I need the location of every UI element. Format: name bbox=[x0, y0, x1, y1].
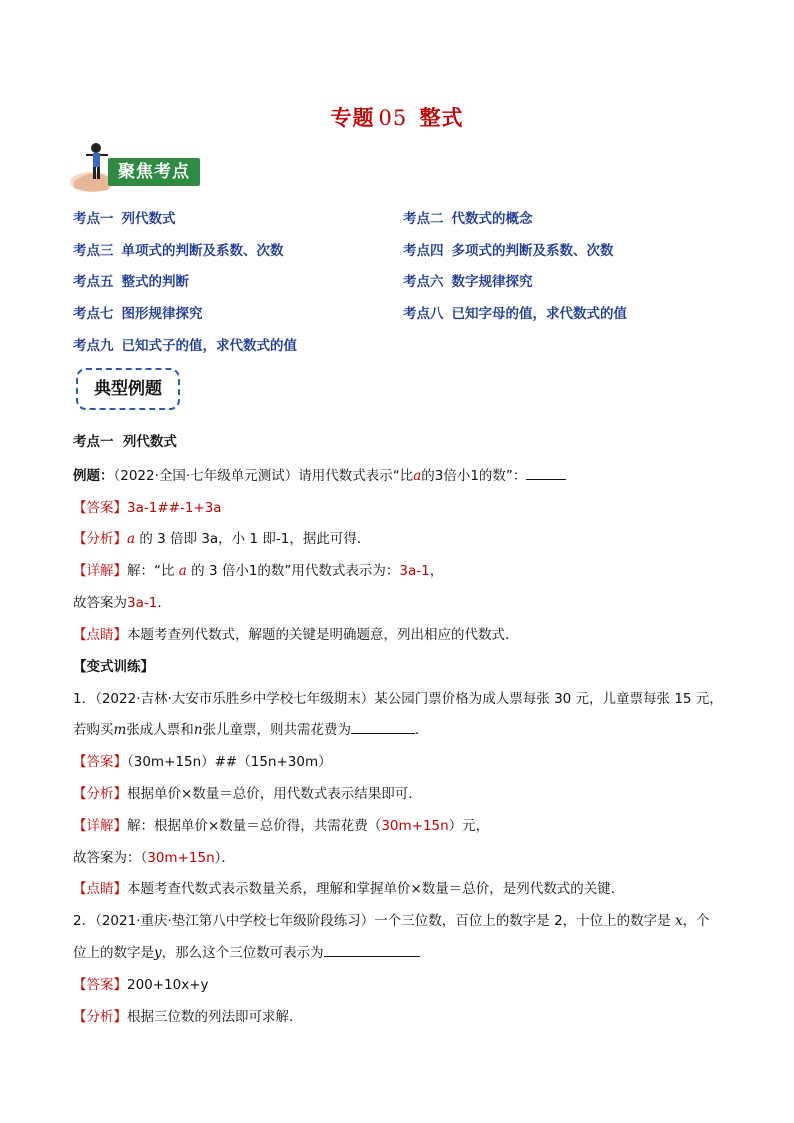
kaodian-8: 考点八 已知字母的值，求代数式的值 bbox=[403, 306, 627, 322]
kaodian-9: 考点九 已知式子的值，求代数式的值 bbox=[73, 338, 297, 354]
question-1-detail: 【详解】解：根据单价×数量＝总价得，共需花费（30m+15n）元， bbox=[73, 818, 490, 834]
variant-training-heading: 【变式训练】 bbox=[73, 659, 154, 675]
question-2-analysis: 【分析】根据三位数的列法即可求解． bbox=[73, 1009, 303, 1025]
question-2-answer: 【答案】200+10x+y bbox=[73, 977, 209, 993]
kaodian-1: 考点一 列代数式 bbox=[73, 211, 176, 227]
answer-blank bbox=[526, 467, 566, 480]
example-question: 例题：（2022·全国·七年级单元测试）请用代数式表示“比a的3倍小1的数”： bbox=[73, 464, 566, 484]
answer-blank bbox=[351, 721, 415, 734]
kaodian-2: 考点二 代数式的概念 bbox=[403, 211, 533, 227]
example-detail: 【详解】解：“比 a 的 3 倍小1的数”用代数式表示为：3a-1， bbox=[73, 563, 444, 579]
answer-blank bbox=[324, 944, 420, 957]
example-comment: 【点睛】本题考查列代数式，解题的关键是明确题意，列出相应的代数式． bbox=[73, 627, 519, 643]
section-heading: 考点一 列代数式 bbox=[73, 434, 177, 450]
kaodian-5: 考点五 整式的判断 bbox=[73, 274, 189, 290]
kaodian-3: 考点三 单项式的判断及系数、次数 bbox=[73, 243, 284, 259]
question-1-conclusion: 故答案为：（30m+15n）． bbox=[73, 850, 235, 866]
question-2-line-1: 2．（2021·重庆·垫江第八中学校七年级阶段练习）一个三位数，百位上的数字是 2，十位上的数字是 x，个 bbox=[73, 913, 710, 929]
question-1-answer: 【答案】（30m+15n）##（15n+30m） bbox=[73, 754, 332, 770]
question-1-line-2: 若购买m张成人票和n张儿童票，则共需花费为 ． bbox=[73, 722, 429, 738]
question-1-analysis: 【分析】根据单价×数量＝总价，用代数式表示结果即可． bbox=[73, 786, 422, 802]
focus-badge-label: 聚焦考点 bbox=[108, 158, 200, 186]
example-conclusion: 故答案为3a-1． bbox=[73, 595, 171, 611]
kaodian-6: 考点六 数字规律探究 bbox=[403, 274, 533, 290]
page-title: 专题 05 整式 bbox=[330, 105, 464, 130]
example-answer: 【答案】3a-1##-1+3a bbox=[73, 500, 222, 516]
question-1-comment: 【点睛】本题考查代数式表示数量关系，理解和掌握单价×数量＝总价，是列代数式的关键． bbox=[73, 881, 625, 897]
kaodian-7: 考点七 图形规律探究 bbox=[73, 306, 203, 322]
example-analysis: 【分析】a 的 3 倍即 3a，小 1 即-1，据此可得． bbox=[73, 531, 371, 547]
typical-examples-badge: 典型例题 bbox=[76, 368, 180, 410]
question-1-line-1: 1．（2022·吉林·大安市乐胜乡中学校七年级期末）某公园门票价格为成人票每张 30 元，儿童票每张 15 元， bbox=[73, 691, 723, 707]
question-2-line-2: 位上的数字是y，那么这个三位数可表示为 bbox=[73, 941, 420, 961]
kaodian-4: 考点四 多项式的判断及系数、次数 bbox=[403, 243, 614, 259]
focus-badge bbox=[68, 138, 204, 196]
